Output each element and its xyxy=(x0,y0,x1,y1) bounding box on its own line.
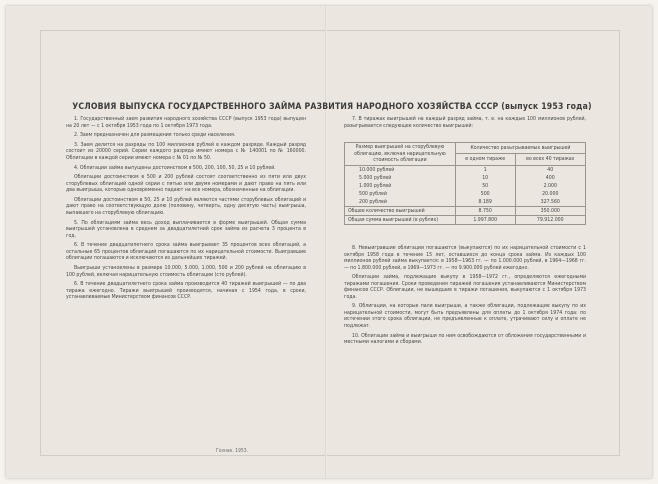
table-header-one-draw: в одном тираже xyxy=(455,154,515,165)
clause: 4. Облигации займа выпущены достоинством в 500, 200, 100, 50, 25 и 10 рублей. xyxy=(74,164,276,171)
cell: 327.560 xyxy=(515,198,585,207)
clause: 8. Невыигравшие облигации погашаются (выкупаются) по их нарицательной стоимости с 1 октября 1958 года в течение 15 лет, оставшихся до конца срока займа. Из каждых 100 миллионов рублей займа выкупается: в 1958—1963 гг. — по 1.000.000 рублей, в 1964—1968 гг. — по 1.800.000 рублей, в 1969—1973 гг. — по 9.900.000 рублей ежегодно. xyxy=(344,245,586,271)
clause: Выигрыши установлены в размере 10.000, 5.000, 1.000, 500 и 200 рублей на облигацию в 100 рублей, включая нарицательную стоимость облигации (сто рублей). xyxy=(66,265,306,278)
cell: Общее количество выигрышей xyxy=(345,206,456,215)
clause: 9. Облигации, на которые пали выигрыши, а также облигации, подлежащие выкупу по их нарицательной стоимости, могут быть предъявлены для оплаты до 1 октября 1974 года: по истечении этого срока облигации, не предъявленные к оплате, утрачивают силу и оплате не подлежат. xyxy=(344,303,586,329)
table-row xyxy=(345,174,586,182)
conditions-right-column xyxy=(344,245,586,349)
table-row xyxy=(345,165,586,174)
clause: 6. В течение двадцатилетнего срока займа выигрывает 35 процентов всех облигаций, а остальные 65 процентов облигаций погашаются по их нарицательной стоимости. Выигравшие облигации погашаются и исключаются из дальнейших тиражей. xyxy=(66,242,306,262)
cell: 400 xyxy=(515,174,585,182)
clause: Облигации достоинством в 500 и 200 рублей состоят соответственно из пяти или двух сторублевых облигаций одной серии с пятью или двумя номерами и дают право на пять или два выигрыша, которые одновременно падают на все номера, обозначенные на облигации. xyxy=(66,174,306,194)
bond-sheet xyxy=(6,6,652,478)
clause: 1. Государственный заем развития народного хозяйства СССР (выпуск 1953 года) выпущен на 20 лет — с 1 октября 1953 года по 1 октября 1973 года. xyxy=(66,116,306,129)
cell: 8.750 xyxy=(455,206,515,215)
cell: 10.000 рублей xyxy=(345,165,456,174)
conditions-left-column xyxy=(66,116,306,304)
cell: Общая сумма выигрышей (в рублях) xyxy=(345,215,456,224)
table-row xyxy=(345,190,586,198)
clause: 6. В течение двадцатилетнего срока займа производится 40 тиражей выигрышей — по два тиража ежегодно. Тиражи выигрышей производятся, начиная с 1954 года, в сроки, устанавливаемые Министерством финансов СССР. xyxy=(66,281,306,301)
table-row-total-count xyxy=(345,206,586,215)
cell: 5.000 рублей xyxy=(345,174,456,182)
cell: 200 рублей xyxy=(345,198,456,207)
cell: 1.000 рублей xyxy=(345,182,456,190)
cell: 1.997.800 xyxy=(455,215,515,224)
table-header-all-draws: во всех 40 тиражах xyxy=(515,154,585,165)
document-title: УСЛОВИЯ ВЫПУСКА ГОСУДАРСТВЕННОГО ЗАЙМА РАЗВИТИЯ НАРОДНОГО ХОЗЯЙСТВА СССР (выпуск 1953 года) xyxy=(72,102,592,112)
clause: 2. Заем предназначен для размещения только среди населения. xyxy=(74,132,236,139)
cell: 20.000 xyxy=(515,190,585,198)
center-fold xyxy=(325,6,327,478)
table-row xyxy=(345,182,586,190)
cell: 40 xyxy=(515,165,585,174)
clause: Облигации займа, подлежащие выкупу в 1958—1972 гг., определяются ежегодными тиражами погашения. Сроки проведения тиражей погашения устанавливаются Министерством финансов СССР. Облигации, не вышедшие в тиражи погашения, выкупаются с 1 октября 1973 года. xyxy=(344,274,586,300)
prize-table xyxy=(344,142,586,225)
cell: 2.000 xyxy=(515,182,585,190)
cell: 500 xyxy=(455,190,515,198)
clause: Облигации достоинством в 50, 25 и 10 рублей являются частями сторублевых облигаций и дают право на соответствующую долю (половину, четверть, одну десятую часть) выигрыша, выпавшего на сторублевую облигацию. xyxy=(66,196,306,216)
table-row xyxy=(345,198,586,207)
cell: 79.912.000 xyxy=(515,215,585,224)
clause-7-intro xyxy=(344,116,586,132)
cell: 10 xyxy=(455,174,515,182)
print-mark: Гознак. 1953. xyxy=(216,448,249,454)
cell: 500 рублей xyxy=(345,190,456,198)
cell: 350.000 xyxy=(515,206,585,215)
table-header-count: Количество разыгрываемых выигрышей xyxy=(455,143,585,154)
cell: 8.189 xyxy=(455,198,515,207)
clause: 10. Облигации займа и выигрыши по ним освобождаются от обложения государственными и местными налогами и сборами. xyxy=(344,332,586,346)
clause: 5. По облигациям займа весь доход выплачивается в форме выигрышей. Общая сумма выигрышей установлена в среднем за двадцатилетний срок займа из расчета 3 процента в год. xyxy=(66,219,306,239)
clause: 7. В тиражах выигрышей на каждый разряд займа, т. е. на каждые 100 миллионов рублей, разыгрывается следующее количество выигрышей: xyxy=(344,116,586,129)
table-header-size: Размер выигрышей на сторублевую облигацию, включая нарицательную стоимость облигации xyxy=(345,143,456,166)
clause: 3. Заем делится на разряды по 100 миллионов рублей в каждом разряде. Каждый разряд состоит из 20000 серий. Серии каждого разряда имеют номера с № 140001 по № 160000. Облигации в каждой серии имеют номера с № 01 по № 50. xyxy=(66,141,306,161)
cell: 1 xyxy=(455,165,515,174)
table-row-total-sum xyxy=(345,215,586,224)
cell: 50 xyxy=(455,182,515,190)
